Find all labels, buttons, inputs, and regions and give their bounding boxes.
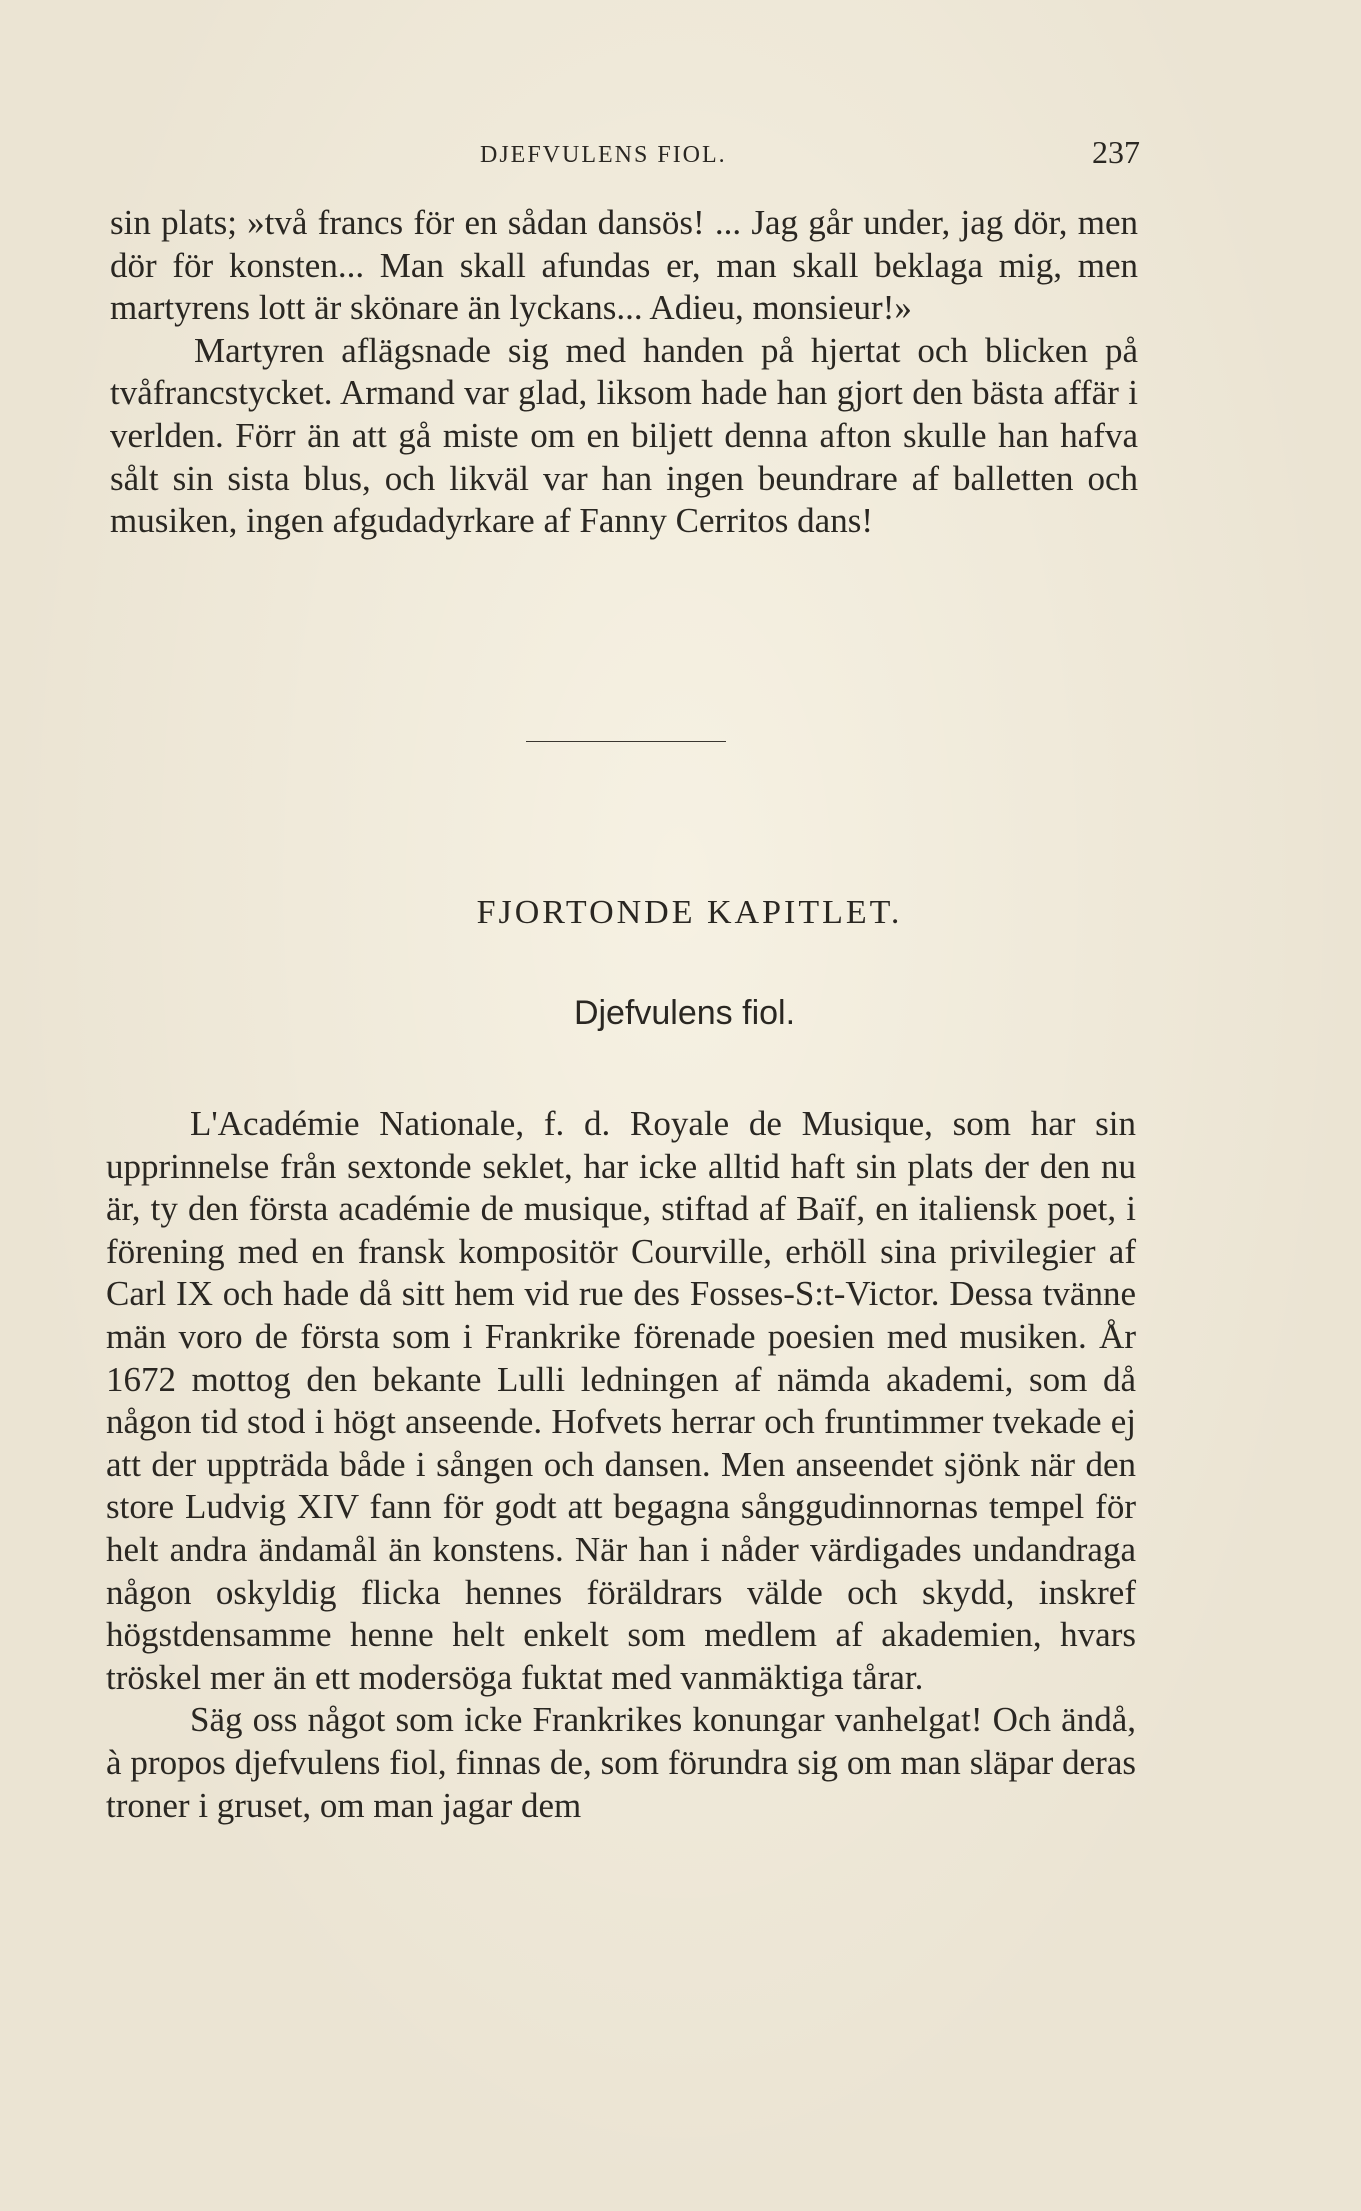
chapter-title: Djefvulens fiol. [573,994,796,1032]
chapter-heading: FJORTONDE KAPITLET. [476,894,903,931]
page-number: 237 [1092,134,1140,170]
paragraph: Säg oss något som icke Frankrikes konungar vanhelgat! Och ändå, à propos djefvulens fiol, finnas de, som förundra sig om man släpar deras troner i gruset, om man jagar dem [106,1700,1136,1825]
bottom-text-block [106,1103,1136,1827]
top-text-block [110,202,1138,543]
paragraph: sin plats; »två francs för en sådan dansös! ... Jag går under, jag dör, men dör för konsten... Man skall afundas er, man skall beklaga mig, men martyrens lott är skönare än lyckans... Adieu, monsieur!» [110,203,1138,328]
paragraph: Martyren aflägsnade sig med handen på hjertat och blicken på tvåfrancstycket. Armand var glad, liksom hade han gjort den bästa affär i verlden. Förr än att gå miste om en biljett denna afton skulle han hafva sålt sin sista blus, och likväl var han ingen beundrare af balletten och musiken, ingen afgudadyrkare af Fanny Cerritos dans! [110,330,1138,541]
running-title: DJEFVULENS FIOL. [480,142,727,168]
section-divider [526,741,726,742]
running-head [108,134,1140,174]
paragraph: L'Académie Nationale, f. d. Royale de Musique, som har sin upprinnelse från sextonde seklet, har icke alltid haft sin plats der den nu är, ty den första académie de musique, stiftad af Baïf, en italiensk poet, i förening med en fransk kompositör Courville, erhöll sina privilegier af Carl IX och hade då sitt hem vid rue des Fosses-S:t-Victor. Dessa tvänne män voro de första som i Frankrike förenade poesien med musiken. År 1672 mottog den bekante Lulli ledningen af nämda akademi, som då någon tid stod i högt anseende. Hofvets herrar och fruntimmer tvekade ej att der uppträda både i sången och dansen. Men anseendet sjönk när den store Ludvig XIV fann för godt att begagna sånggudinnornas tempel för helt andra ändamål än konstens. När han i nåder värdigades undandraga någon oskyldig flicka hennes föräldrars välde och skydd, inskref högstdensamme henne helt enkelt som medlem af akademien, hvars tröskel mer än ett modersöga fuktat med vanmäktiga tårar. [106,1104,1136,1697]
